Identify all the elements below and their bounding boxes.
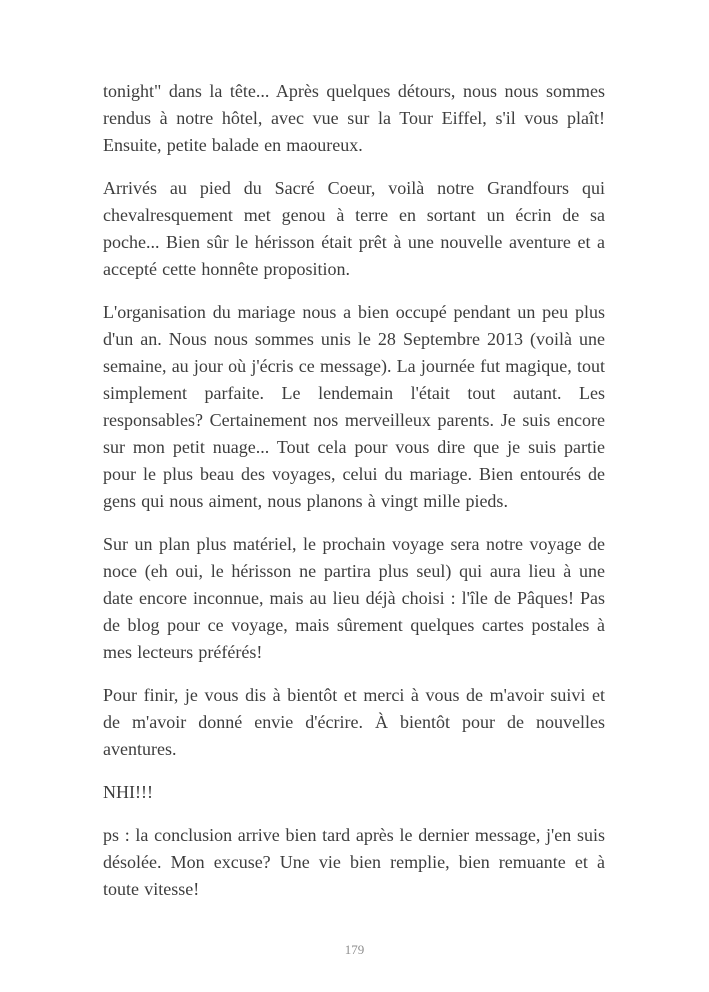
- page-number: 179: [344, 942, 365, 957]
- paragraph-6-nhi: NHI!!!: [103, 782, 153, 802]
- paragraph-3: L'organisation du mariage nous a bien occupé pendant un peu plus d'un an. Nous nous sommes unis le 28 Septembre 2013 (voilà une semaine, au jour où j'écris ce message). La journée fut magique, tout simplement parfaite. Le lendemain l'était tout autant. Les responsables? Certainement nos merveilleux parents. Je suis encore sur mon petit nuage... Tout cela pour vous dire que je suis partie pour le plus beau des voyages, celui du mariage. Bien entourés de gens qui nous aiment, nous planons à vingt mille pieds.: [103, 302, 605, 511]
- paragraph-4: Sur un plan plus matériel, le prochain voyage sera notre voyage de noce (eh oui, le hérisson ne partira plus seul) qui aura lieu à une date encore inconnue, mais au lieu déjà choisi : l'île de Pâques! Pas de blog pour ce voyage, mais sûrement quelques cartes postales à mes lecteurs préférés!: [103, 534, 605, 662]
- paragraph-1: tonight" dans la tête... Après quelques détours, nous nous sommes rendus à notre hôtel, avec vue sur la Tour Eiffel, s'il vous plaît! Ensuite, petite balade en maoureux.: [103, 81, 605, 155]
- paragraph-5: Pour finir, je vous dis à bientôt et merci à vous de m'avoir suivi et de m'avoir donné envie d'écrire. À bientôt pour de nouvelles aventures.: [103, 685, 605, 759]
- paragraph-2: Arrivés au pied du Sacré Coeur, voilà notre Grandfours qui chevalresquement met genou à terre en sortant un écrin de sa poche... Bien sûr le hérisson était prêt à une nouvelle aventure et a accepté cette honnête proposition.: [103, 178, 605, 279]
- page-footer: [0, 943, 709, 956]
- paragraph-7-postscript: ps : la conclusion arrive bien tard après le dernier message, j'en suis désolée. Mon excuse? Une vie bien remplie, bien remuante et à toute vitesse!: [103, 825, 605, 899]
- page-text-block: [103, 78, 605, 903]
